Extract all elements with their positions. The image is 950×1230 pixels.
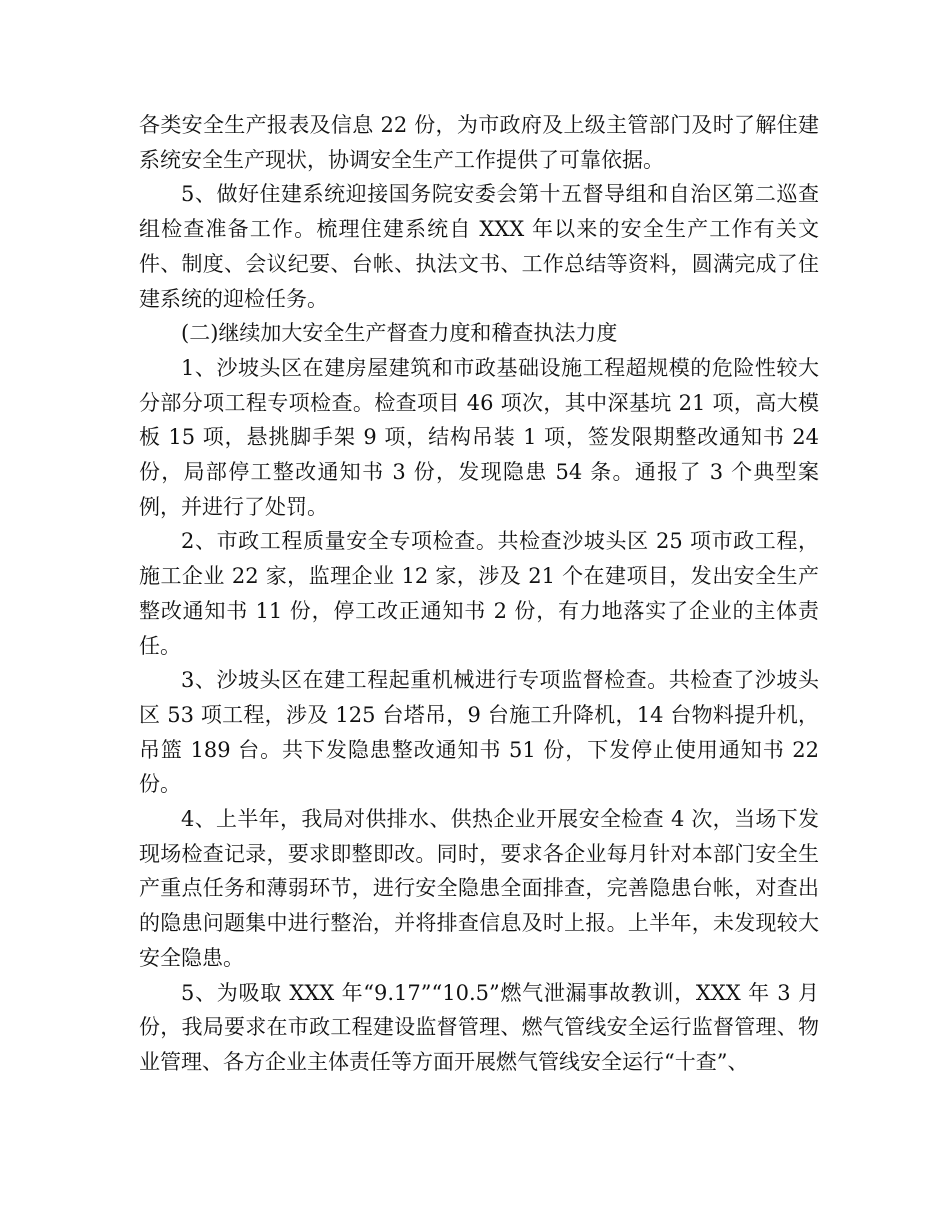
paragraph-hazardous-works-check: 1、沙坡头区在建房屋建筑和市政基础设施工程超规模的危险性较大分部分项工程专项检查。检查项目 46 项次，其中深基坑 21 项，高大模板 15 项，悬挑脚手架 9 项，结构吊装 1 项，签发限期整改通知书 24 份，局部停工整改通知书 3 份，发现隐患 54 条。通报了 3 个典型案例，并进行了处罚。	[139, 355, 819, 519]
paragraph-gas-pipeline-check: 5、为吸取 XXX 年“9.17”“10.5”燃气泄漏事故教训，XXX 年 3 月份，我局要求在市政工程建设监督管理、燃气管线安全运行监督管理、物业管理、各方企业主体责任等方面开展燃气管线安全运行“十查”、	[139, 980, 819, 1074]
paragraph-crane-inspection: 3、沙坡头区在建工程起重机械进行专项监督检查。共检查了沙坡头区 53 项工程，涉及 125 台塔吊，9 台施工升降机，14 台物料提升机，吊篮 189 台。共下发隐患整改通知书 51 份，下发停止使用通知书 22 份。	[139, 668, 819, 797]
paragraph-municipal-quality-check: 2、市政工程质量安全专项检查。共检查沙坡头区 25 项市政工程，施工企业 22 家，监理企业 12 家，涉及 21 个在建项目，发出安全生产整改通知书 11 份，停工改正通知书 2 份，有力地落实了企业的主体责任。	[139, 529, 819, 658]
paragraph-reports-continued: 各类安全生产报表及信息 22 份，为市政府及上级主管部门及时了解住建系统安全生产现状，协调安全生产工作提供了可靠依据。	[139, 113, 819, 172]
section-heading-supervision: (二)继续加大安全生产督查力度和稽查执法力度	[181, 321, 618, 346]
paragraph-utility-safety-check: 4、上半年，我局对供排水、供热企业开展安全检查 4 次，当场下发现场检查记录，要求即整即改。同时，要求各企业每月针对本部门安全生产重点任务和薄弱环节，进行安全隐患全面排查，完善隐患台帐，对查出的隐患问题集中进行整治，并将排查信息及时上报。上半年，未发现较大安全隐患。	[139, 807, 819, 970]
document-body	[139, 108, 819, 1080]
paragraph-inspection-preparation: 5、做好住建系统迎接国务院安委会第十五督导组和自治区第二巡查组检查准备工作。梳理住建系统自 XXX 年以来的安全生产工作有关文件、制度、会议纪要、台帐、执法文书、工作总结等资料，圆满完成了住建系统的迎检任务。	[139, 182, 819, 311]
